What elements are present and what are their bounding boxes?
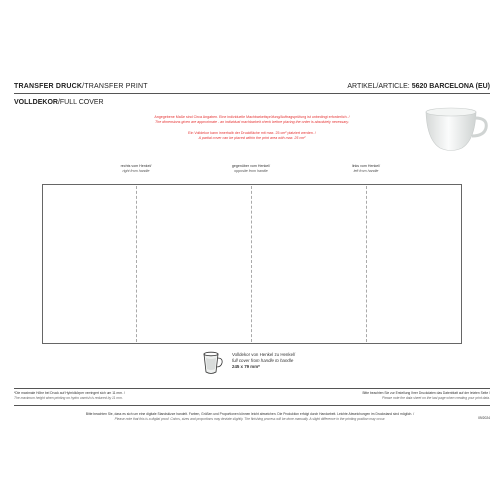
note-partial-cover-en: A partial cover can be placed within the print area with max. 25 cm²: [198, 136, 306, 141]
guide-left-from-handle: [366, 186, 367, 342]
footer-height-note-en: The maximum height when printing on hydro varnish is reduced by 11 mm.: [14, 395, 123, 400]
legend-de: Volldekor von Henkel zu Henkel/: [232, 352, 296, 357]
article-value: 5620 BARCELONA (EU): [411, 83, 490, 90]
print-area: [42, 184, 462, 344]
note-dimensions-de: Angegebene Maße sind Circa Angaben. Eine individuelle Machbarkeitsprüfung/Auftragsprüfung ist unbedingt erforderlich. /: [154, 115, 350, 119]
footer-proof-de: Bitte beachten Sie, dass es sich um eine digitale Standskizze handelt. Farben, Größen und Proportionen können leicht abweichen. Die Produktion erfolgt durch Handarbeit. Leichte Abweichungen im Druckstand sind möglich. /: [85, 412, 415, 416]
guide-right-from-handle: [136, 186, 137, 342]
footer-datasheet-note-en: Please note the data sheet on the last page when creating your print data.: [382, 395, 490, 400]
label-opposite-en: opposite from handle: [234, 169, 268, 173]
label-left-en: left from handle: [353, 169, 379, 173]
transfer-title-de: TRANSFER DRUCK: [14, 83, 83, 90]
footer-divider-bottom: [14, 405, 490, 406]
article-label: ARTIKEL/ARTICLE:: [347, 83, 410, 90]
transfer-print-title: [14, 83, 148, 90]
footer-datasheet-note-de: Bitte beachten Sie zur Erstellung Ihrer Druckdaten das Datenblatt auf der letzten Seite /: [362, 391, 490, 395]
footer-proof-en: Please note that this is a digital proof. Colors, sizes and proportions may deviate slightly. The finishing process will be done manually. A slight difference in the printing position may occur.: [114, 416, 386, 421]
transfer-title-en: /TRANSFER PRINT: [82, 83, 148, 90]
label-left-de: links vom Henkel/: [351, 164, 381, 168]
full-cover-title: [14, 99, 104, 106]
header-divider: [14, 93, 490, 94]
full-cover-title-en: /FULL COVER: [57, 99, 104, 106]
note-dimensions: [100, 115, 404, 125]
guide-opposite-from-handle: [251, 186, 252, 342]
label-right-from-handle: [96, 164, 176, 174]
article-title: [347, 83, 490, 90]
cup-outline-icon: [202, 350, 224, 376]
label-right-en: right from handle: [122, 169, 150, 173]
note-dimensions-en: The dimensions given are approximate - an individual machbarkeit check before placing the order is absolutely necessary.: [155, 120, 349, 125]
legend-en: full cover from handle to handle: [232, 358, 294, 363]
footer-height-note: [14, 391, 244, 401]
label-opposite-de: gegenüber vom Henkel/: [231, 164, 271, 168]
cup-illustration: [420, 102, 492, 154]
label-opposite-from-handle: [211, 164, 291, 174]
label-right-de: rechts vom Henkel/: [120, 164, 152, 168]
footer-proof-disclaimer: [60, 412, 440, 422]
note-partial-cover-de: Ein Volldekor kann innerhalb der Druckfläche mit max. 25 cm² platziert werden. /: [188, 131, 316, 135]
full-cover-legend: [232, 352, 295, 370]
full-cover-title-de: VOLLDEKOR: [14, 99, 58, 106]
footer-datasheet-note: [310, 391, 490, 401]
note-partial-cover: [100, 131, 404, 141]
footer-divider-top: [14, 388, 490, 389]
footer-height-note-de: *Die maximale Höhe bei Druck auf Hybridkörper verringert sich um 11 mm. /: [14, 391, 125, 395]
label-left-from-handle: [326, 164, 406, 174]
footer-date: 09/2024: [478, 416, 490, 420]
legend-size: 245 x 79 mm*: [232, 364, 260, 369]
